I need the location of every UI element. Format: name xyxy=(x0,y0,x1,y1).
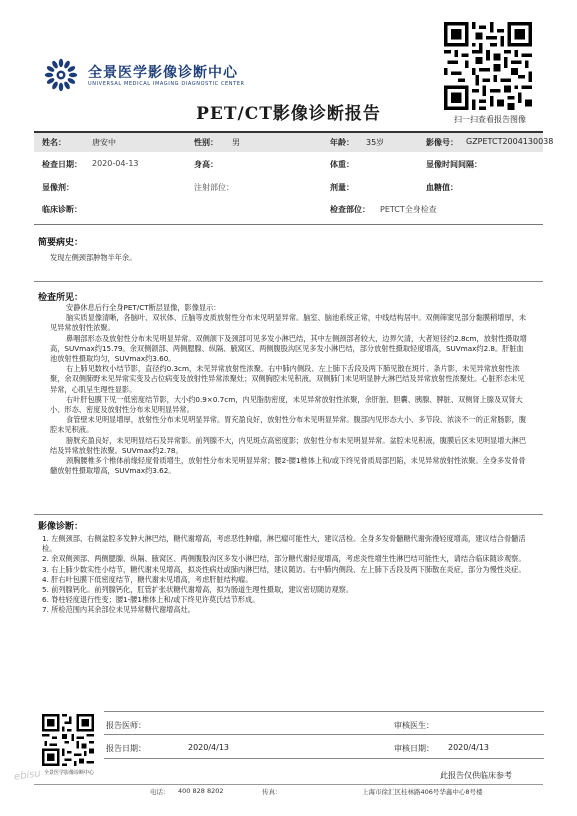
brand-name-cn: 全景医学影像诊断中心 xyxy=(88,65,238,81)
phone-number: 400 828 8202 xyxy=(178,787,224,795)
image-no-label: 影像号： xyxy=(426,138,458,147)
findings-rule xyxy=(34,514,543,515)
report-date: 2020/4/13 xyxy=(188,743,230,752)
review-date-label: 审核日期： xyxy=(394,744,434,753)
bottom-qr-caption: 全景医学影像诊断中心 xyxy=(43,770,94,776)
patient-age: 35岁 xyxy=(366,138,385,147)
review-date: 2020/4/13 xyxy=(448,743,490,752)
exam-part-label: 检查部位： xyxy=(330,205,370,214)
impression-item: 1. 左侧颈部、右侧盆腔多发肿大淋巴结，糖代谢增高，考虑恶性肿瘤，淋巴瘤可能性大，建议活检。全身多发骨髓糖代谢弥漫轻度增高，建议结合骨髓活检。 xyxy=(42,534,526,554)
exam-part-value: PETCT全身检查 xyxy=(380,205,437,214)
impression-body xyxy=(42,534,532,616)
sex-label: 性别： xyxy=(194,138,218,147)
exam-date: 2020-04-13 xyxy=(92,159,139,168)
info-bottom-rule xyxy=(34,224,543,225)
findings-title: 检查所见： xyxy=(38,293,84,303)
history-title: 简要病史： xyxy=(38,238,84,248)
impression-title: 影像诊断： xyxy=(38,522,84,532)
sign-rule-top xyxy=(104,711,544,712)
center-logo-icon xyxy=(44,58,78,92)
glucose-label: 血糖值： xyxy=(426,183,458,192)
dose-label: 剂量： xyxy=(330,183,354,192)
info-row-3 xyxy=(34,178,543,196)
findings-body xyxy=(50,303,530,476)
qr-caption: 扫一扫查看报告图像 xyxy=(454,115,526,124)
phone-label: 电话： xyxy=(150,788,170,796)
findings-paragraph: 右叶肝包膜下见一低密度结节影，大小约0.9×0.7cm，内见脂肪密度，未见异常放射性浓聚，余肝脏、胆囊、胰腺、脾脏、双侧肾上腺及双肾大小、形态、密度及放射性分布未见明显异常。 xyxy=(50,394,523,415)
fax-label: 传真： xyxy=(262,788,282,796)
findings-paragraph: 颈胸腰椎多个椎体前缘轻度骨质增生，放射性分布未见明显异常；腰2-腰1椎体上和/或下终见骨质局部凹陷，未见异常放射性浓聚。全身多发骨骨髓放射性摄取增高，SUVmax约3.62。 xyxy=(50,456,526,476)
report-date-label: 报告日期： xyxy=(106,744,146,753)
reviewer-label: 审核医生： xyxy=(394,721,434,730)
history-rule xyxy=(34,281,543,282)
info-row-2 xyxy=(34,155,543,173)
patient-sex: 男 xyxy=(232,138,240,147)
report-qr-code-icon[interactable] xyxy=(444,22,532,110)
info-row-4 xyxy=(34,200,543,218)
diagnosis-label: 临床诊断： xyxy=(42,205,82,214)
impression-item: 2. 余双侧颈部、两侧腮腺、纵隔、腋窝区、两侧腹股沟区多发小淋巴结，部分糖代谢轻度增高，考虑炎性增生性淋巴结可能性大，请结合临床随诊观察。 xyxy=(42,554,526,564)
image-no: GZPETCT2004130038 xyxy=(466,137,554,146)
impression-item: 3. 右上肺少数实性小结节，糖代谢未见增高，拟炎性病灶或肺内淋巴结，建议随访。右中肺内侧段、左上肺下舌段及两下肺散在炎症，部分为慢性炎症。 xyxy=(42,564,526,574)
disclaimer: 此报告仅供临床参考 xyxy=(440,771,512,780)
findings-paragraph: 食管壁未见明显增厚，放射性分布未见明显异常。胃充盈良好，放射性分布未见明显异常。腹部内见形态大小、多节段、浓淡不一的正常肠影，腹腔未见积液。 xyxy=(50,415,527,435)
findings-paragraph: 鼻咽部形态及放射性分布未见明显异常。双侧颌下及颈部可见多发小淋巴结，其中左侧颈部者较大，边界欠清，大者短径约2.8cm，放射性摄取增高，SUVmax约15.79。余双侧颌部、两侧腮腺、纵隔、腋窝区、两侧腹股沟区见多发小淋巴结，部分放射性摄取轻度增高，SUVmax约2.8。肝脏血池放射性摄取均匀，SUVmax约3.60。 xyxy=(50,333,527,364)
patient-name: 唐安中 xyxy=(92,138,116,147)
report-title: PET/CT影像诊断报告 xyxy=(196,104,381,124)
watermark: ebisu xyxy=(13,768,42,783)
inject-site-label: 注射部位： xyxy=(194,183,234,192)
info-row-1 xyxy=(34,133,554,151)
findings-paragraph: 膀胱充盈良好，未见明显结石及异常影。前列腺不大，内见斑点高密度影；放射性分布未见明显异常。盆腔未见积液，腹膜后区未见明显增大淋巴结及异常放射性浓聚。SUVmax约2.78。 xyxy=(50,435,527,455)
impression-item: 5. 前列腺钙化。前列腺钙化，肛管扩张状糖代谢增高，拟为肠道生理性摄取，建议密切随访观察。 xyxy=(42,585,354,595)
findings-paragraph: 右上肺见数枚小结节影，直径约0.3cm，未见异常放射性浓聚。右中肺内侧段、左上肺下舌段及两下肺见散在斑片、条片影，未见异常放射性浓聚，余双侧肺野未见异常实变及占位病变及放射性异常浓聚灶；双侧胸腔未见积液。双侧肺门未见明显肿大淋巴结及异常放射性浓聚灶。心脏形态未见异常，心肌呈生理性显影。 xyxy=(50,364,525,394)
brand-name-en: UNIVERSAL MEDICAL IMAGING DIAGNOSTIC CENTER xyxy=(88,81,245,87)
weight-label: 体重： xyxy=(330,160,354,169)
history-text: 发现左侧颈部肿物半年余。 xyxy=(50,253,137,262)
findings-paragraph: 脑实质显像清晰，各脑叶、双状体、丘脑等皮质放射性分布未见明显异常。脑室、脑池系统正常，中线结构居中。双侧筛窦见部分黏膜稍增厚，未见异常放射性浓聚。 xyxy=(50,313,527,333)
age-label: 年龄： xyxy=(330,138,354,147)
sign-rule-middle xyxy=(104,734,544,735)
report-doctor-label: 报告医师： xyxy=(106,721,146,730)
findings-paragraph: 安静休息后行全身PET/CT断层显像，影像显示： xyxy=(66,303,221,312)
sign-rule-bottom xyxy=(104,758,544,759)
agent-label: 显像剂： xyxy=(42,183,74,192)
impression-item: 7. 所检范围内其余部位未见异常糖代谢增高灶。 xyxy=(42,605,195,615)
impression-item: 4. 肝右叶包膜下低密度结节，糖代谢未见增高，考虑肝脏结构瘤。 xyxy=(42,574,253,584)
name-label: 姓名： xyxy=(42,138,66,147)
height-label: 身高： xyxy=(194,160,218,169)
exam-date-label: 检查日期： xyxy=(42,160,82,169)
footer-rule xyxy=(34,784,543,785)
impression-item: 6. 脊柱轻度退行性变；腰1-腰1椎体上和/或下终见许莫氏结节形成。 xyxy=(42,595,260,605)
image-time-label: 显像时间间隔： xyxy=(426,160,482,169)
center-qr-code-icon[interactable] xyxy=(42,714,94,766)
address: 上海市徐汇区桂林路406号华鑫中心8号楼 xyxy=(362,788,483,796)
